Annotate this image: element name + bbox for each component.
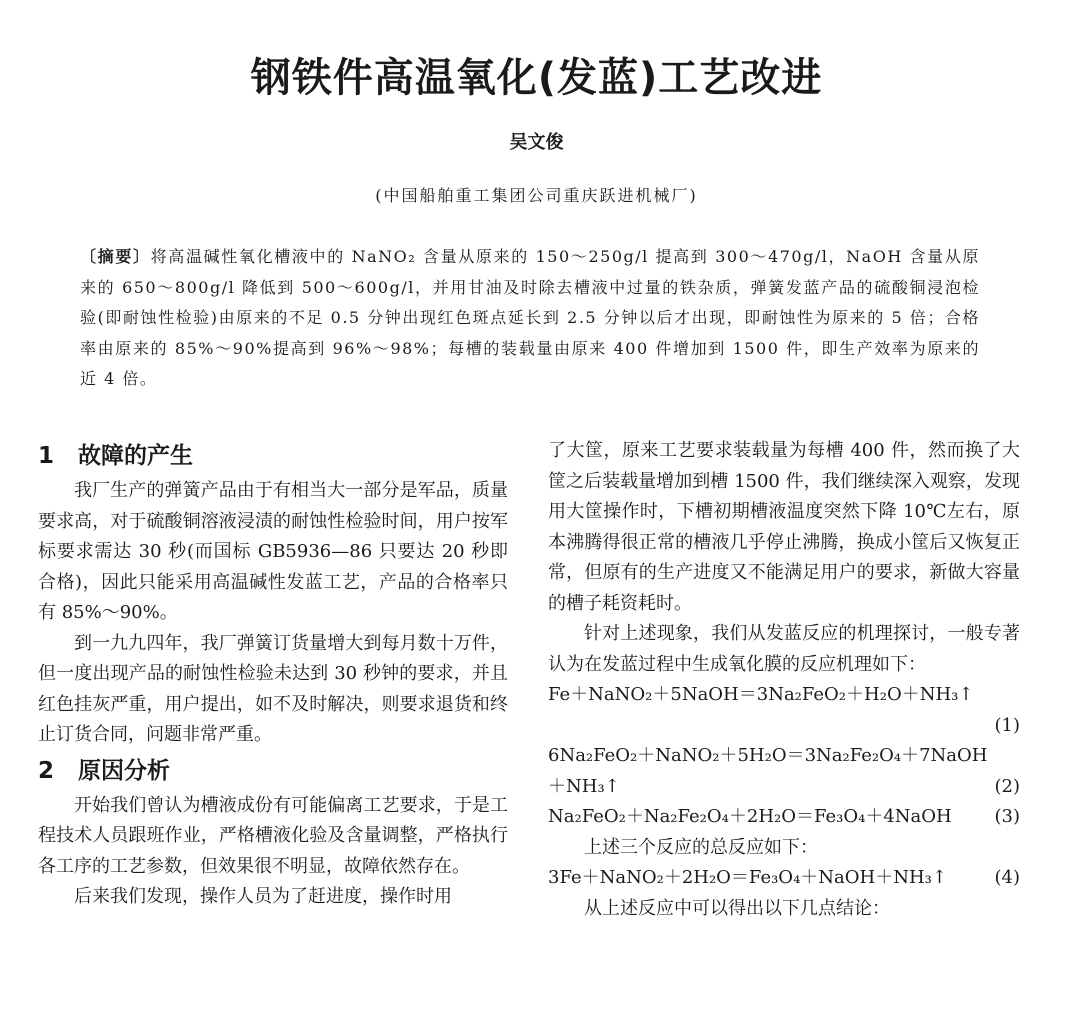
equation-text: ＋NH₃↑ <box>548 775 620 797</box>
paper-title: 钢铁件高温氧化(发蓝)工艺改进 <box>250 55 823 101</box>
equation-text: Na₂FeO₂＋Na₂Fe₂O₄＋2H₂O＝Fe₃O₄＋4NaOH <box>548 806 952 827</box>
equation-4 <box>548 863 1020 894</box>
abstract <box>80 242 980 395</box>
equation-text: 3Fe＋NaNO₂＋2H₂O＝Fe₃O₄＋NaOH＋NH₃↑ <box>548 867 947 888</box>
equation-number: (2) <box>994 775 1020 797</box>
equation-text: 6Na₂FeO₂＋NaNO₂＋5H₂O＝3Na₂Fe₂O₄＋7NaOH <box>548 745 988 766</box>
mechanism-intro: 针对上述现象，我们从发蓝反应的机理探讨，一般专著认为在发蓝过程中生成氧化膜的反应机理如下： <box>548 623 1020 675</box>
left-column <box>38 436 508 913</box>
section2-paragraph-1: 开始我们曾认为槽液成份有可能偏离工艺要求，于是工程技术人员跟班作业，严格槽液化验及含量调整，严格执行各工序的工艺参数，但效果很不明显，故障依然存在。 <box>38 794 508 877</box>
equation-1-number-line <box>548 711 1020 742</box>
author-name: 吴文俊 <box>509 132 564 153</box>
overall-reaction-intro: 上述三个反应的总反应如下： <box>584 836 818 858</box>
section-number: 1 <box>38 443 55 469</box>
section1-paragraph-1: 我厂生产的弹簧产品由于有相当大一部分是军品，质量要求高，对于硫酸铜溶液浸渍的耐蚀性检验时间，用户按军标要求需达 30 秒(而国标 GB5936—86 只要达 20 秒即合格)，因此只能采用高温碱性发蓝工艺，产品的合格率只有 85%～90%。 <box>38 480 508 623</box>
equation-3 <box>548 802 1020 833</box>
section-title: 故障的产生 <box>78 443 193 469</box>
continued-paragraph: 了大筐，原来工艺要求装载量为每槽 400 件，然而换了大筐之后装载量增加到槽 1500 件，我们继续深入观察，发现用大筐操作时，下槽初期槽液温度突然下降 10℃左右，原本沸腾得很正常的槽液几乎停止沸腾，换成小筐后又恢复正常，但原有的生产进度又不能满足用户的要求，新做大容量的槽子耗资耗时。 <box>548 440 1020 614</box>
section-heading-2 <box>38 751 508 791</box>
equation-number: (3) <box>994 806 1020 827</box>
section-title: 原因分析 <box>78 757 170 784</box>
section1-paragraph-2: 到一九九四年，我厂弹簧订货量增大到每月数十万件，但一度出现产品的耐蚀性检验未达到 30 秒钟的要求，并且红色挂灰严重，用户提出，如不及时解决，则要求退货和终止订货合同，问题非常严重。 <box>38 632 508 745</box>
equation-text: Fe＋NaNO₂＋5NaOH＝3Na₂FeO₂＋H₂O＋NH₃↑ <box>548 684 974 705</box>
equation-2 <box>548 741 1020 772</box>
abstract-label: 〔摘要〕 <box>80 247 151 266</box>
conclusion-intro: 从上述反应中可以得出以下几点结论： <box>584 897 890 919</box>
equation-1 <box>548 680 1020 711</box>
section-number: 2 <box>38 757 55 784</box>
equation-number: (1) <box>994 714 1020 736</box>
right-column <box>548 436 1020 924</box>
equation-number: (4) <box>994 867 1020 888</box>
abstract-text: 将高温碱性氧化槽液中的 NaNO₂ 含量从原来的 150～250g/l 提高到 300～470g/l，NaOH 含量从原来的 650～800g/l 降低到 500～600g/l，并用甘油及时除去槽液中过量的铁杂质，弹簧发蓝产品的硫酸铜浸泡检验(即耐蚀性检验)由原来的不足 0.5 分钟出现红色斑点延长到 2.5 分钟以后才出现，即耐蚀性为原来的 5 倍；合格率由原来的 85%～90%提高到 96%～98%；每槽的装载量由原来 400 件增加到 1500 件，即生产效率为原来的近 4 倍。 <box>80 247 980 388</box>
equation-2-continued <box>548 772 1020 803</box>
author-affiliation: (中国船舶重工集团公司重庆跃进机械厂) <box>375 186 698 205</box>
section2-paragraph-2: 后来我们发现，操作人员为了赶进度，操作时用 <box>74 886 452 907</box>
section-heading-1 <box>38 436 508 476</box>
